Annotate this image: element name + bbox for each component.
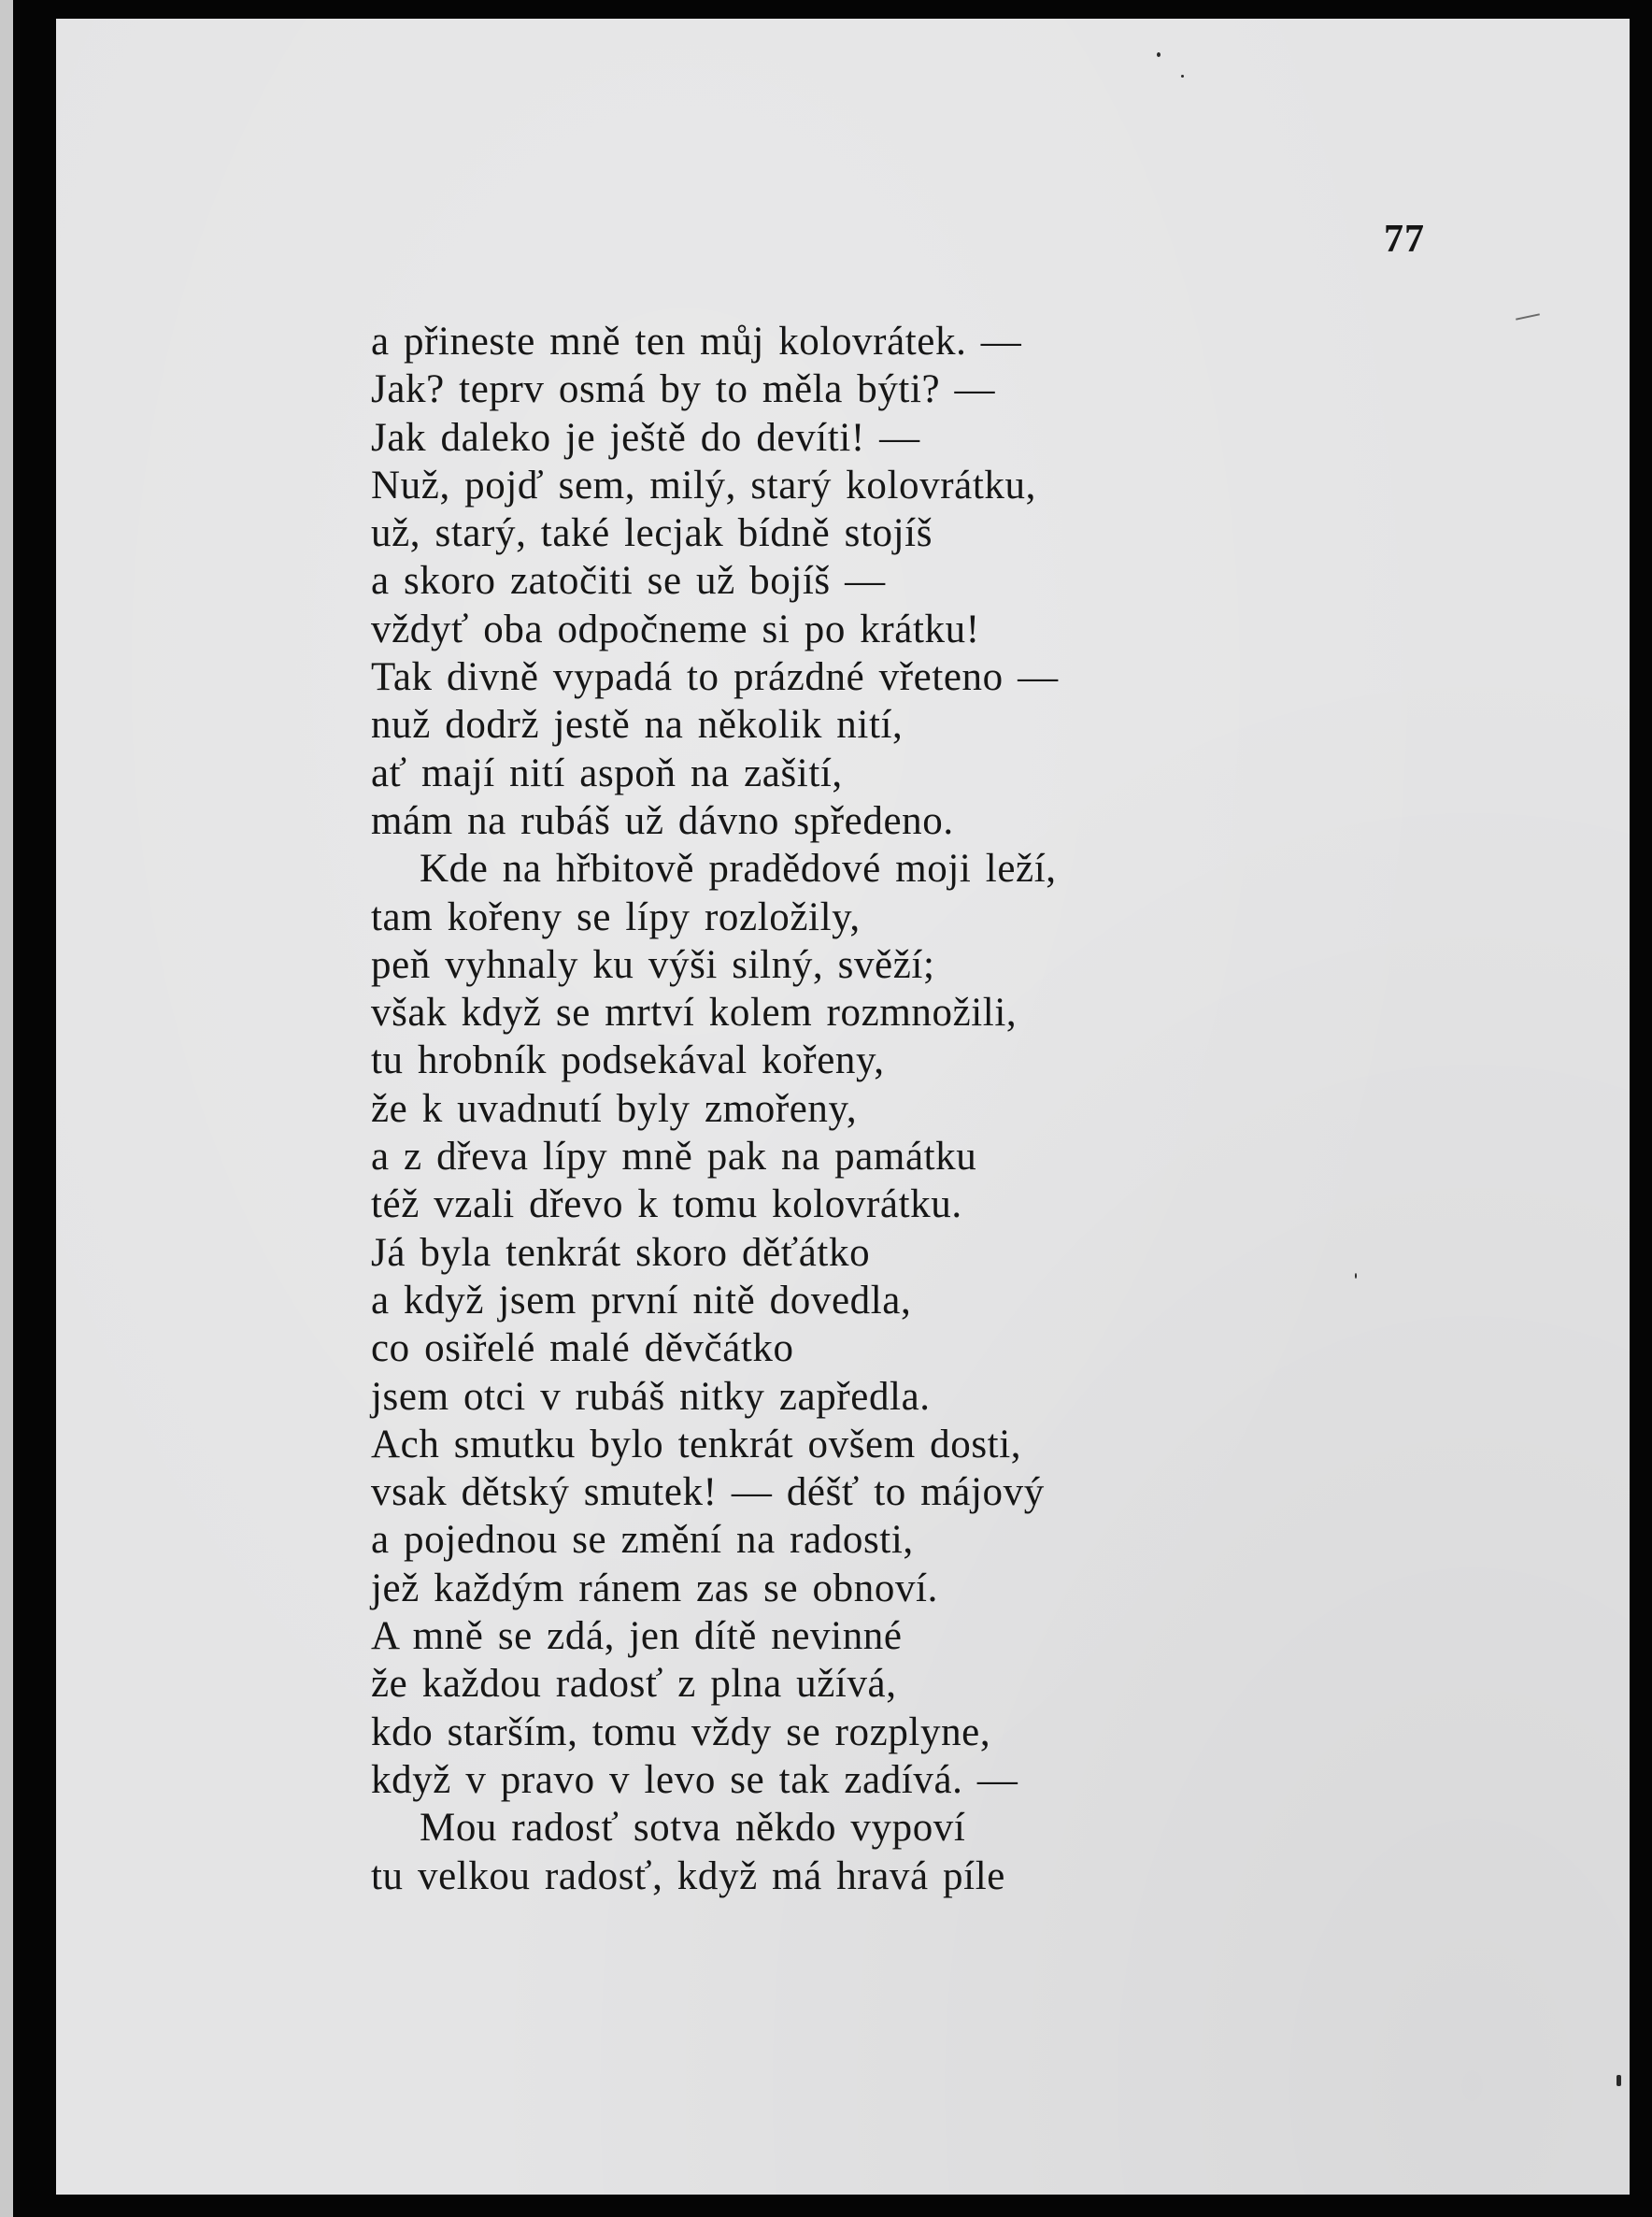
poem-line: vsak dětský smutek! — déšť to májový (371, 1470, 1045, 1515)
print-speck (1355, 1273, 1357, 1279)
poem-line: Kde na hřbitově pradědové moji leží, (420, 847, 1057, 892)
print-speck (1157, 52, 1161, 57)
poem-line: Jak daleko je ještě do devíti! — (371, 415, 920, 460)
poem-line: peň vyhnaly ku výši silný, svěží; (371, 942, 935, 987)
poem-line: tam kořeny se lípy rozložily, (371, 894, 861, 939)
poem-line: a pojednou se změní na radosti, (371, 1518, 914, 1563)
poem-line: ať mají nití aspoň na zašití, (371, 751, 843, 795)
poem-line: Mou radosť sotva někdo vypoví (420, 1806, 966, 1851)
poem-line: Tak divně vypadá to prázdné vřeteno — (371, 655, 1059, 700)
poem-line: též vzali dřevo k tomu kolovrátku. (371, 1182, 962, 1227)
poem-line: a když jsem první nitě dovedla, (371, 1278, 912, 1323)
poem-line: že k uvadnutí byly zmořeny, (371, 1086, 858, 1131)
poem-line: Ach smutku bylo tenkrát ovšem dosti, (371, 1422, 1022, 1466)
poem-line: vždyť oba odpočneme si po krátku! (371, 607, 980, 651)
book-page (56, 19, 1630, 2195)
print-speck (1181, 75, 1184, 78)
poem-line: jsem otci v rubáš nitky zapředla. (371, 1374, 931, 1419)
poem-line: a z dřeva lípy mně pak na památku (371, 1135, 977, 1180)
print-speck (1616, 2075, 1621, 2086)
poem-line: nuž dodrž jestě na několik nití, (371, 703, 904, 748)
poem-line: však když se mrtví kolem rozmnožili, (371, 991, 1018, 1036)
poem-line: tu velkou radosť, když má hravá píle (371, 1853, 1005, 1898)
poem-line: co osiřelé malé děvčátko (371, 1326, 794, 1371)
poem-line: Nuž, pojď sem, milý, starý kolovrátku, (371, 463, 1036, 508)
poem-line: Já byla tenkrát skoro děťátko (371, 1230, 871, 1275)
poem-line: a skoro zatočiti se už bojíš — (371, 559, 886, 604)
poem-line: že každou radosť z plna užívá, (371, 1662, 897, 1707)
margin-mark (1516, 313, 1540, 320)
poem-line: mám na rubáš už dávno spředeno. (371, 798, 954, 843)
poem-line: A mně se zdá, jen dítě nevinné (371, 1614, 903, 1659)
poem-line: tu hrobník podsekával kořeny, (371, 1038, 885, 1083)
poem-line: kdo starším, tomu vždy se rozplyne, (371, 1709, 991, 1754)
poem-line: když v pravo v levo se tak zadívá. — (371, 1757, 1018, 1802)
poem-line: a přineste mně ten můj kolovrátek. — (371, 320, 1022, 364)
poem-line: už, starý, také lecjak bídně stojíš (371, 511, 933, 556)
poem-line: Jak? teprv osmá by to měla býti? — (371, 367, 996, 412)
adjacent-page-edge (0, 0, 13, 2217)
poem-text (371, 318, 1305, 1900)
page-number: 77 (1384, 218, 1425, 261)
poem-line: jež každým ránem zas se obnoví. (371, 1566, 938, 1610)
